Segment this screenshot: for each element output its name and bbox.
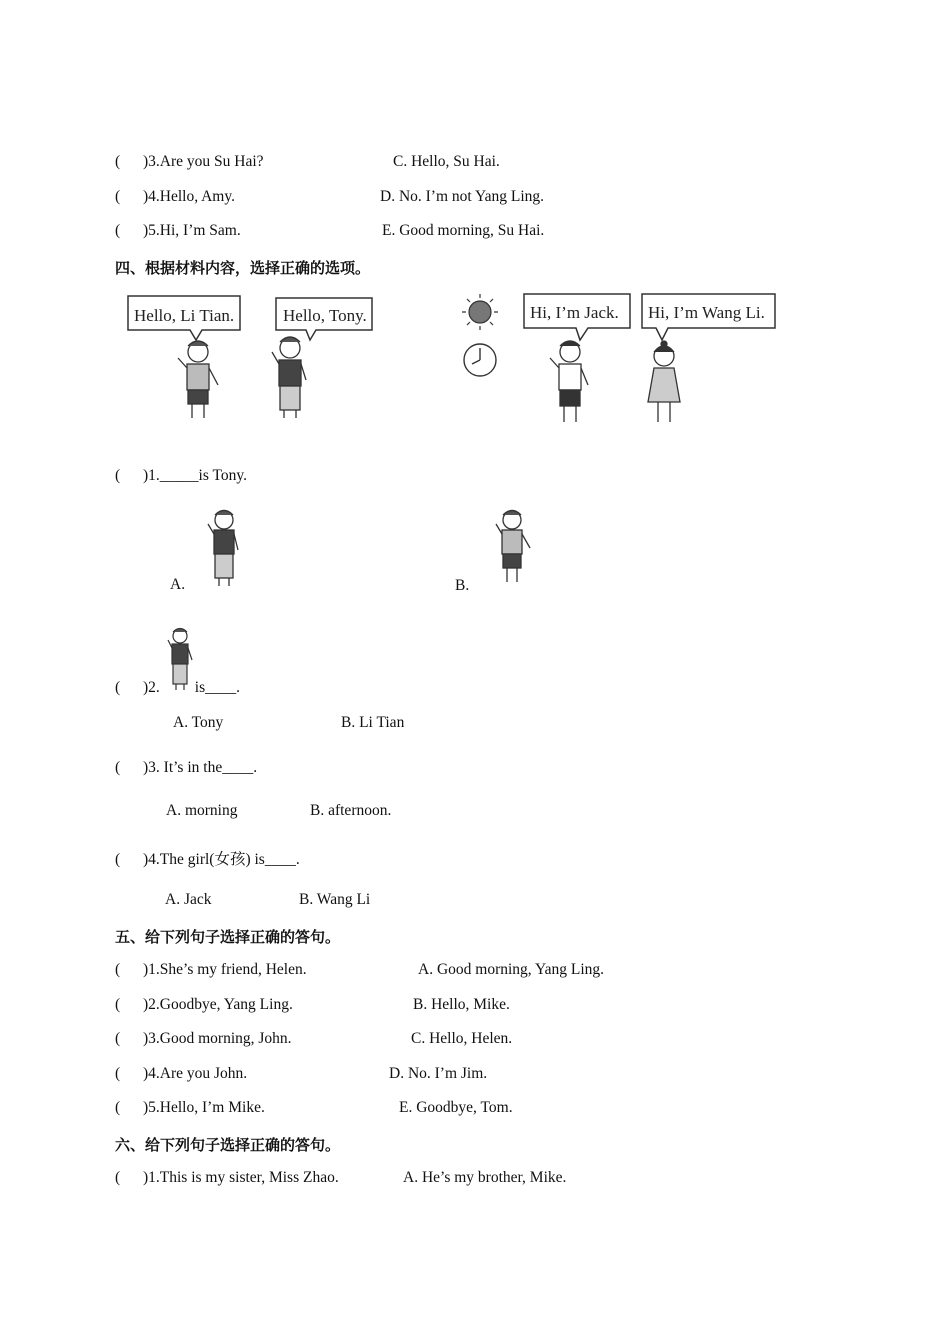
question-text: )4.Are you John.: [143, 1065, 248, 1082]
s3-row-5: [115, 222, 241, 240]
speech-bubble-2: [276, 298, 372, 340]
q2-end: .: [236, 679, 241, 696]
bubble2-text: Hello, Tony.: [283, 306, 367, 325]
bubble4-text: Hi, I’m Wang Li.: [648, 303, 765, 322]
s3-answer-d: D. No. I’m not Yang Ling.: [380, 188, 545, 205]
q2-option-b[interactable]: B. Li Tian: [341, 714, 405, 731]
s4-question-3: [115, 759, 257, 777]
answer-paren[interactable]: (: [115, 1099, 121, 1116]
q4-option-a[interactable]: A. Jack: [165, 891, 212, 908]
s3-row-4: [115, 188, 235, 206]
s5-row-5: [115, 1099, 265, 1117]
q2-number: )2.: [143, 679, 160, 696]
s5-answer-c: C. Hello, Helen.: [411, 1030, 513, 1047]
clock-icon: [464, 344, 496, 376]
q2-option-a[interactable]: A. Tony: [173, 714, 224, 731]
section5-heading: 五、给下列句子选择正确的答句。: [115, 928, 341, 946]
s4-question-2: [115, 679, 240, 697]
answer-paren[interactable]: (: [115, 1030, 121, 1047]
speech-bubble-3: [524, 294, 630, 340]
girl-wang-li-figure: [648, 341, 680, 422]
s5-row-2: [115, 996, 293, 1014]
s3-answer-e: E. Good morning, Su Hai.: [382, 222, 545, 239]
s4-question-1: [115, 467, 247, 485]
q1-option-a-tony-image[interactable]: [200, 508, 245, 588]
speech-bubble-4: [642, 294, 775, 340]
q1-option-a-label[interactable]: A.: [170, 576, 186, 593]
question-text: )5.Hi, I’m Sam.: [143, 222, 241, 239]
speech-bubble-1: [128, 296, 240, 340]
answer-blank: ____: [222, 759, 254, 776]
q3-option-b[interactable]: B. afternoon.: [310, 802, 392, 819]
sun-icon: [462, 294, 498, 330]
bubble1-text: Hello, Li Tian.: [134, 306, 235, 325]
s5-row-1: [115, 961, 307, 979]
boy-jack-figure: [550, 341, 588, 422]
q3-text: )3. It’s in the: [143, 759, 223, 776]
bubble3-text: Hi, I’m Jack.: [530, 303, 619, 322]
q4-option-b[interactable]: B. Wang Li: [299, 891, 371, 908]
s4-question-4: [115, 847, 300, 869]
s3-row-3: [115, 153, 264, 171]
section6-heading: 六、给下列句子选择正确的答句。: [115, 1136, 341, 1154]
section4-heading: 四、根据材料内容，选择正确的选项。: [115, 259, 371, 277]
question-text: )5.Hello, I’m Mike.: [143, 1099, 265, 1116]
answer-paren[interactable]: (: [115, 961, 121, 978]
s5-answer-e: E. Goodbye, Tom.: [399, 1099, 513, 1116]
q1-number: )1.: [143, 467, 160, 484]
s6-row-1: [115, 1169, 339, 1187]
s5-answer-b: B. Hello, Mike.: [413, 996, 510, 1013]
answer-paren[interactable]: (: [115, 467, 121, 484]
s5-row-3: [115, 1030, 292, 1048]
s3-answer-c: C. Hello, Su Hai.: [393, 153, 500, 170]
answer-paren[interactable]: (: [115, 222, 121, 239]
q3-end: .: [253, 759, 258, 776]
q4-text: )4.The girl(女孩) is: [143, 851, 265, 868]
boy-tony-figure: [272, 337, 306, 418]
answer-blank: ____: [264, 851, 296, 868]
question-text: )2.Goodbye, Yang Ling.: [143, 996, 293, 1013]
question-text: )1.She’s my friend, Helen.: [143, 961, 307, 978]
s5-answer-a: A. Good morning, Yang Ling.: [418, 961, 605, 978]
s5-row-4: [115, 1065, 247, 1083]
q3-option-a[interactable]: A. morning: [166, 802, 238, 819]
question-text: )1.This is my sister, Miss Zhao.: [143, 1169, 339, 1186]
question-text: )3.Good morning, John.: [143, 1030, 292, 1047]
question-text: )3.Are you Su Hai?: [143, 153, 264, 170]
answer-blank: _____: [159, 467, 199, 484]
answer-paren[interactable]: (: [115, 996, 121, 1013]
q1-text: is Tony.: [198, 467, 247, 484]
s5-answer-d: D. No. I’m Jim.: [389, 1065, 488, 1082]
q1-option-b-label[interactable]: B.: [455, 577, 470, 594]
answer-paren[interactable]: (: [115, 679, 121, 696]
boy-li-tian-figure: [178, 341, 218, 418]
question-text: )4.Hello, Amy.: [143, 188, 235, 205]
material-illustration: [120, 290, 780, 435]
q2-text: is: [194, 679, 206, 696]
answer-paren[interactable]: (: [115, 1065, 121, 1082]
answer-paren[interactable]: (: [115, 759, 121, 776]
answer-blank: ____: [205, 679, 237, 696]
answer-paren[interactable]: (: [115, 851, 121, 868]
answer-paren[interactable]: (: [115, 1169, 121, 1186]
q4-end: .: [295, 851, 300, 868]
q1-option-b-li-tian-image[interactable]: [492, 508, 537, 586]
answer-paren[interactable]: (: [115, 188, 121, 205]
answer-paren[interactable]: (: [115, 153, 121, 170]
s6-answer-a: A. He’s my brother, Mike.: [403, 1169, 567, 1186]
